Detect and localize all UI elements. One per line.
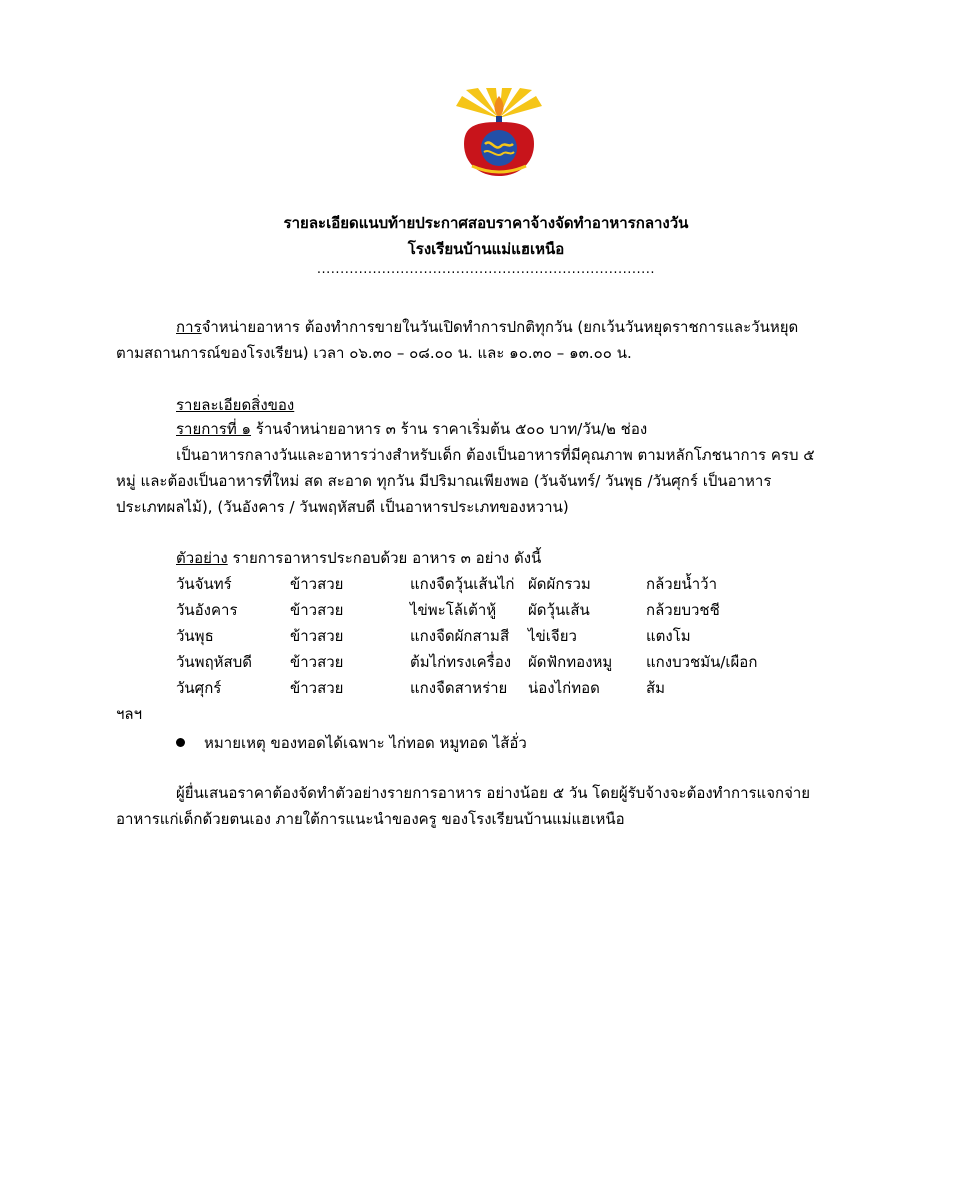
- school-name: โรงเรียนบ้านแม่แฮเหนือ: [407, 240, 565, 258]
- menu-day: วันพฤหัสบดี: [176, 653, 252, 671]
- intro-paragraph-line2: ตามสถานการณ์ของโรงเรียน) เวลา ๐๖.๓๐ – ๐๘.๐๐ น. และ ๑๐.๓๐ – ๑๓.๐๐ น.: [116, 344, 632, 362]
- intro-text-1: จำหน่ายอาหาร ต้องทำการขายในวันเปิดทำการปกติทุกวัน (ยกเว้นวันหยุดราชการและวันหยุด: [201, 318, 799, 336]
- menu-rice: ข้าวสวย: [290, 575, 344, 593]
- intro-paragraph-line1: [176, 317, 798, 337]
- menu-day: วันจันทร์: [176, 575, 232, 593]
- document-title: รายละเอียดแนบท้ายประกาศสอบราคาจ้างจัดทำอาหารกลางวัน: [283, 214, 689, 232]
- menu-dish1: ต้มไก่ทรงเครื่อง: [410, 653, 512, 671]
- dotted-separator: .........................................................................: [316, 262, 656, 277]
- example-label: ตัวอย่าง: [176, 549, 228, 567]
- menu-dish1: แกงจืดผักสามสี: [410, 627, 510, 645]
- menu-day: วันพุธ: [176, 627, 214, 645]
- menu-dessert: ส้ม: [646, 679, 666, 697]
- item-line: [176, 419, 647, 439]
- menu-dessert: แตงโม: [646, 627, 691, 645]
- details-heading: รายละเอียดสิ่งของ: [176, 396, 295, 414]
- menu-dessert: แกงบวชมัน/เผือก: [646, 653, 758, 671]
- menu-dish1: ไข่พะโล้เต้าหู้: [410, 601, 497, 619]
- menu-dish2: ไข่เจียว: [528, 627, 577, 645]
- item-label: รายการที่ ๑: [176, 420, 252, 438]
- menu-dish2: ผัดวุ้นเส้น: [528, 601, 590, 619]
- details-desc-line3: ประเภทผลไม้), (วันอังคาร / วันพฤหัสบดี เป็นอาหารประเภทของหวาน): [116, 498, 569, 516]
- menu-day: วันศุกร์: [176, 679, 222, 697]
- note-text: หมายเหตุ ของทอดได้เฉพาะ ไก่ทอด หมูทอด ไส้อั่ว: [204, 734, 527, 752]
- details-desc-line1: เป็นอาหารกลางวันและอาหารว่างสำหรับเด็ก ต้องเป็นอาหารที่มีคุณภาพ ตามหลักโภชนาการ ครบ ๕: [176, 446, 815, 464]
- menu-rice: ข้าวสวย: [290, 653, 344, 671]
- menu-dish1: แกงจืดวุ้นเส้นไก่: [410, 575, 515, 593]
- menu-dish1: แกงจืดสาหร่าย: [410, 679, 508, 697]
- menu-rice: ข้าวสวย: [290, 627, 344, 645]
- school-emblem-logo: [456, 88, 542, 180]
- menu-rice: ข้าวสวย: [290, 679, 344, 697]
- menu-dessert: กล้วยน้ำว้า: [646, 575, 718, 593]
- etc-mark: ฯลฯ: [116, 705, 143, 723]
- menu-dish2: ผัดฟักทองหมู: [528, 653, 613, 671]
- intro-label: การ: [176, 318, 202, 336]
- menu-dish2: น่องไก่ทอด: [528, 679, 600, 697]
- menu-dessert: กล้วยบวชชี: [646, 601, 720, 619]
- menu-rice: ข้าวสวย: [290, 601, 344, 619]
- example-text: รายการอาหารประกอบด้วย อาหาร ๓ อย่าง ดังนี้: [227, 549, 542, 567]
- closing-line2: อาหารแก่เด็กด้วยตนเอง ภายใต้การแนะนำของครู ของโรงเรียนบ้านแม่แฮเหนือ: [116, 810, 625, 828]
- menu-day: วันอังคาร: [176, 601, 238, 619]
- bullet-icon: [176, 738, 185, 747]
- example-heading: [176, 548, 541, 568]
- menu-dish2: ผัดผักรวม: [528, 575, 591, 593]
- item-text: ร้านจำหน่ายอาหาร ๓ ร้าน ราคาเริ่มต้น ๕๐๐ บาท/วัน/๒ ช่อง: [251, 420, 648, 438]
- closing-line1: ผู้ยื่นเสนอราคาต้องจัดทำตัวอย่างรายการอาหาร อย่างน้อย ๕ วัน โดยผู้รับจ้างจะต้องทำการแจกจ่าย: [176, 784, 811, 802]
- details-desc-line2: หมู่ และต้องเป็นอาหารที่ใหม่ สด สะอาด ทุกวัน มีปริมาณเพียงพอ (วันจันทร์/ วันพุธ /วันศุกร์ เป็นอาหาร: [116, 472, 772, 490]
